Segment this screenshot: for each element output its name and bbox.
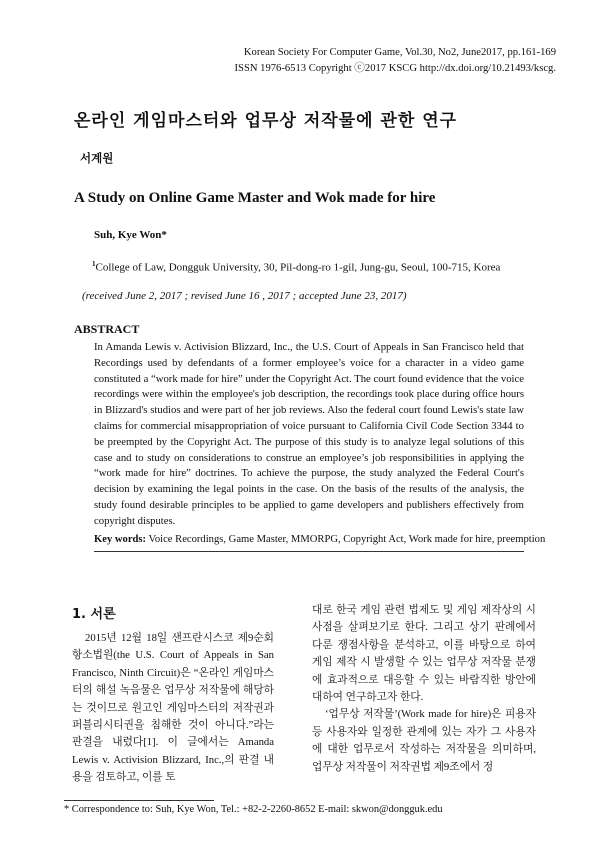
left-column bbox=[72, 630, 274, 787]
keywords bbox=[94, 534, 545, 545]
intro-paragraph-1: 2015년 12월 18일 샌프란시스코 제9순회항소법원(the U.S. Court of Appeals in San Francisco, Ninth Circuit)은 “온라인 게임마스터의 해설 녹음물은 업무상 저작물에 해당하는 것이므로 원고인 게임마스터의 저작권과 퍼블리시티권을 침해한 것이 아니다.”라는 판결을 내렸다[1]. 이 글에서는 Amanda Lewis v. Activision Blizzard, Inc.,의 판결 내용을 검토하고, 이를 토 bbox=[72, 632, 274, 784]
received-dates: (received June 2, 2017 ; revised June 16 , 2017 ; accepted June 23, 2017) bbox=[82, 290, 407, 302]
abstract-heading: ABSTRACT bbox=[74, 322, 140, 336]
issn-copyright-line: ISSN 1976-6513 Copyright ⓒ2017 KSCG http://dx.doi.org/10.21493/kscg. bbox=[234, 63, 556, 74]
english-author: Suh, Kye Won* bbox=[94, 229, 167, 241]
keywords-text: Voice Recordings, Game Master, MMORPG, Copyright Act, Work made for hire, preemption bbox=[146, 534, 546, 545]
abstract-body: In Amanda Lewis v. Activision Blizzard, Inc., the U.S. Court of Appeals in San Francisco held that Recordings used by defendants of a former employee’s voice for a character in a video game constituted a “work made for hire” under the Copyright Act. The court found evidence that the voice recordings were within the employee's job description, the recordings took place during office hours in Blizzard's studios and were part of her job reviews. Also the federal court found Lewis's state law claims for commercial misappropriation of voice pursuant to California Civil Code Section 3344 to be preempted by the Copyright Act. The purpose of this study is to analyze legal solutions of this case and to study on considerations to construe an employee’s job responsibilities in applying the “work made for hire” doctrines. To achieve the purpose, the study analyzed the Federal Court's decision by examining the legal points in the case. On the basis of the results of the analysis, the study found desirable principles to be applied to game developers and publishers effectively from copyright disputes. bbox=[94, 341, 524, 527]
korean-title: 온라인 게임마스터와 업무상 저작물에 관한 연구 bbox=[74, 111, 458, 131]
keywords-divider bbox=[94, 551, 524, 552]
intro-paragraph-2: ‘업무상 저작물’(Work made for hire)은 피용자 등 사용자와 일정한 관계에 있는 자가 그 사용자에 대한 업무로서 작성하는 저작물을 의미하며, 업무상 저작물이 저작권법 제9조에서 정 bbox=[312, 708, 536, 773]
footnote-divider bbox=[64, 800, 214, 801]
section-heading: 1. 서론 bbox=[72, 607, 116, 622]
korean-author: 서계원 bbox=[80, 151, 114, 165]
keywords-label: Key words: bbox=[94, 534, 147, 545]
journal-citation: Korean Society For Computer Game, Vol.30, No2, June2017, pp.161-169 bbox=[243, 47, 556, 58]
affiliation bbox=[92, 260, 500, 274]
affiliation-text: College of Law, Dongguk University, 30, Pil-dong-ro 1-gil, Jung-gu, Seoul, 100-715, Korea bbox=[95, 261, 501, 274]
affiliation-marker: 1 bbox=[92, 260, 96, 268]
intro-paragraph-1-continued: 대로 한국 게임 관련 법제도 및 게임 제작상의 시사점을 살펴보기로 한다. 그리고 상기 판례에서 다룬 쟁점사항을 분석하고, 이를 바탕으로 하여 게임 제작 시 발생할 수 있는 업무상 저작물 분쟁에 효과적으로 대응할 수 있는 바람직한 방안에 대하여 연구하고자 한다. bbox=[312, 604, 536, 704]
english-title: A Study on Online Game Master and Wok made for hire bbox=[74, 190, 436, 206]
right-column bbox=[312, 602, 536, 776]
correspondence-footnote: * Correspondence to: Suh, Kye Won, Tel.: +82-2-2260-8652 E-mail: skwon@dongguk.edu bbox=[64, 804, 443, 815]
